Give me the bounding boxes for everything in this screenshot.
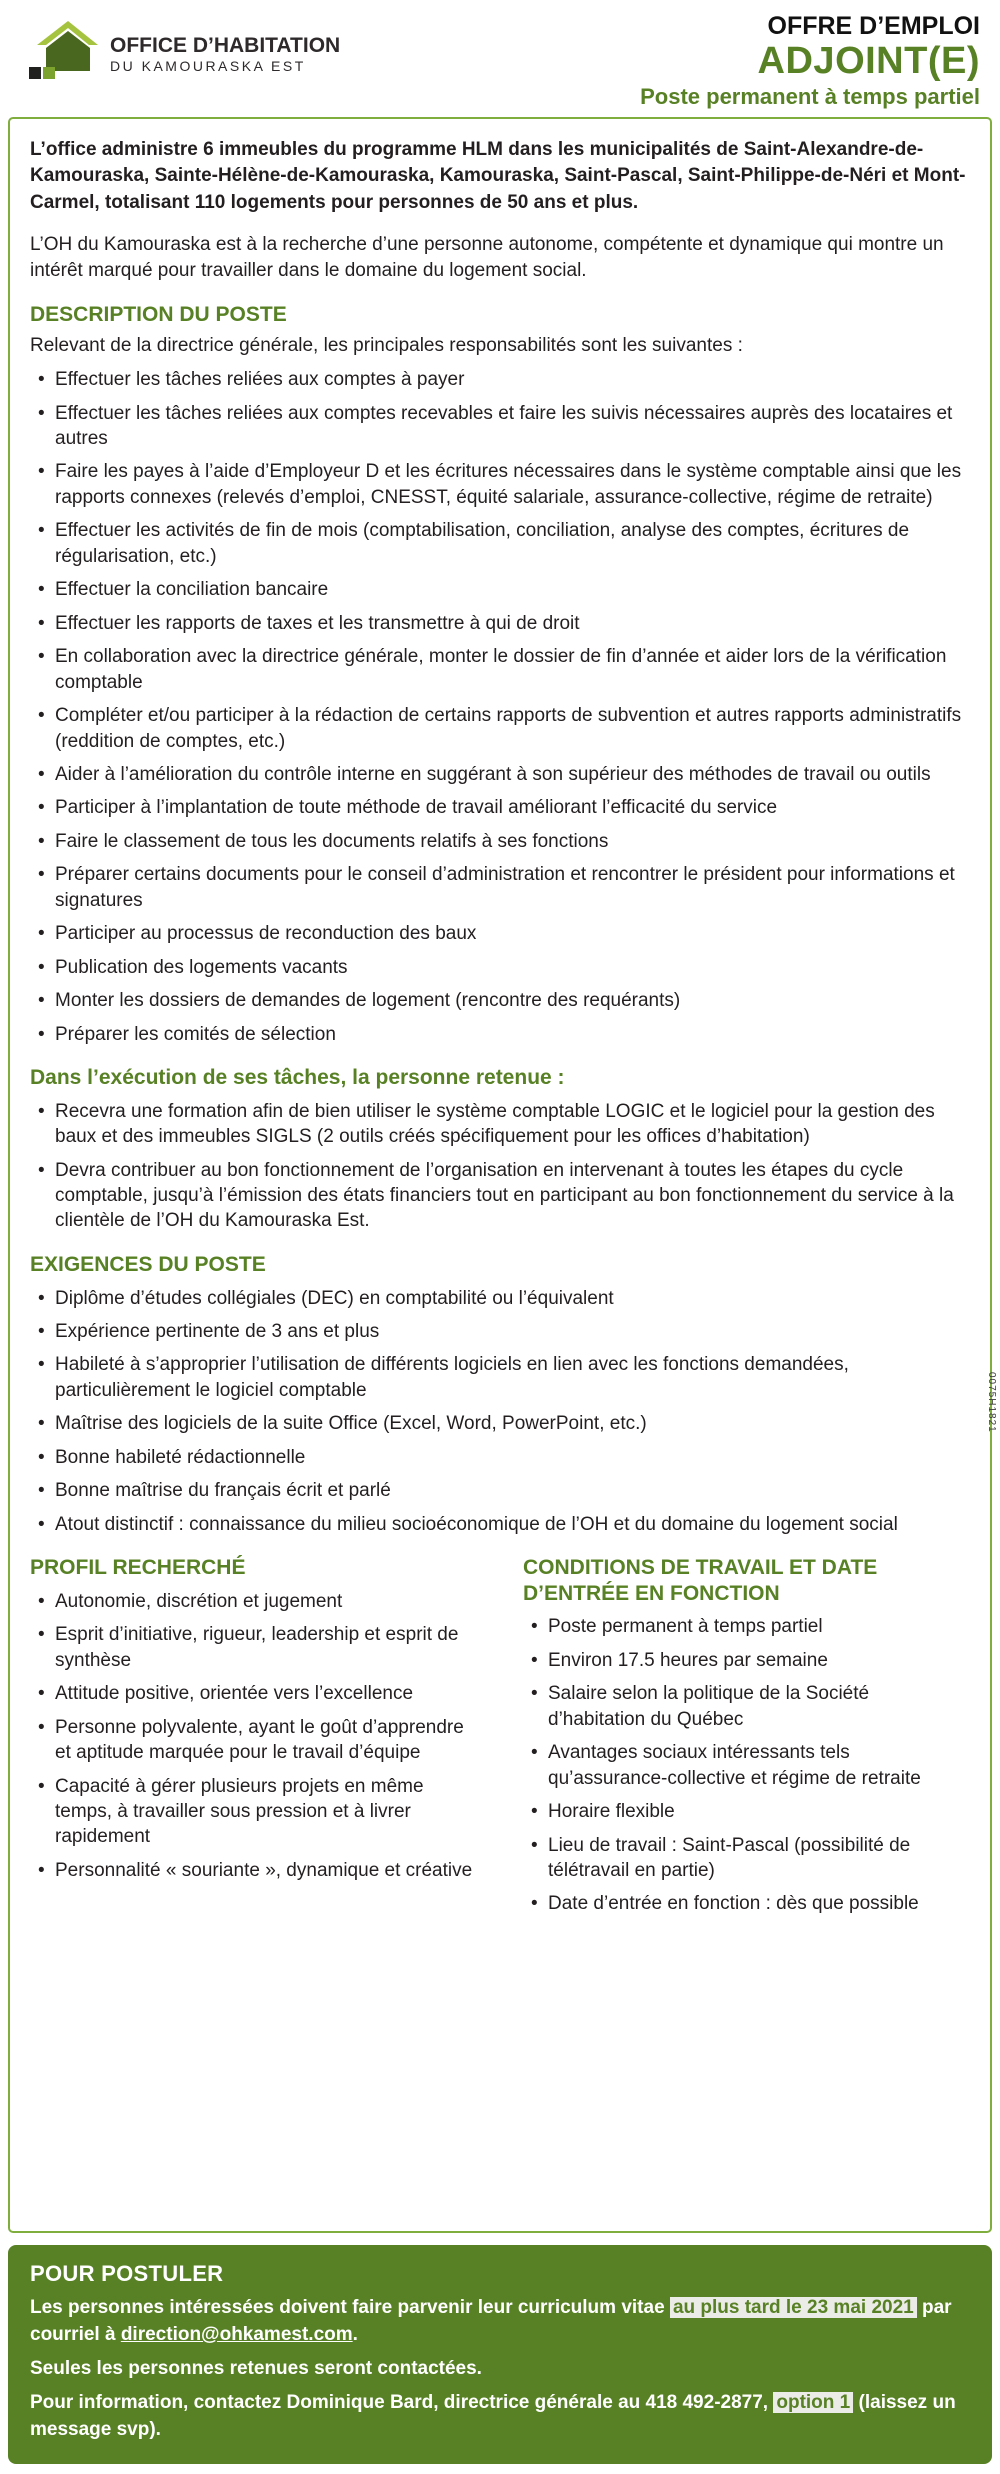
list-item: • Préparer les comités de sélection <box>30 1022 970 1047</box>
selection-note: Seules les personnes retenues seront contactées. <box>30 2358 482 2380</box>
list-item: • Environ 17.5 heures par semaine <box>523 1648 970 1673</box>
list-item: • Attitude positive, orientée vers l’excellence <box>30 1681 477 1706</box>
section-description-lead: Relevant de la directrice générale, les principales responsabilités sont les suivantes : <box>30 334 743 356</box>
list-item: • Effectuer les rapports de taxes et les transmettre à qui de droit <box>30 611 970 636</box>
apply-instructions <box>30 2295 970 2349</box>
list-item: • Effectuer les tâches reliées aux comptes à payer <box>30 367 970 392</box>
list-item: • Recevra une formation afin de bien utiliser le système comptable LOGIC et le logiciel pour la gestion des baux et des immeubles SIGLS (2 outils créés spécifiquement pour les offices d’habitation) <box>30 1099 970 1150</box>
side-code: 0075H1821 <box>986 1372 997 1433</box>
conditions-column <box>523 1555 970 1917</box>
apply-text-end: . <box>352 2324 358 2346</box>
list-item: • Habileté à s’approprier l’utilisation de différents logiciels en lien avec les fonctions demandées, particulièrement le logiciel comptable <box>30 1352 970 1403</box>
list-item: • Bonne habileté rédactionnelle <box>30 1445 970 1470</box>
section-profil-heading: PROFIL RECHERCHÉ <box>30 1556 246 1580</box>
footer-heading: POUR POSTULER <box>30 2261 224 2287</box>
option-highlight: option 1 <box>773 2392 853 2413</box>
list-item: • Préparer certains documents pour le conseil d’administration et rencontrer le président pour informations et signatures <box>30 862 970 913</box>
deadline-highlight: au plus tard le 23 mai 2021 <box>670 2297 917 2318</box>
description-list <box>30 367 970 1047</box>
list-item: • Diplôme d’études collégiales (DEC) en comptabilité ou l’équivalent <box>30 1286 970 1311</box>
list-item: • Faire le classement de tous les documents relatifs à ses fonctions <box>30 829 970 854</box>
offer-label: OFFRE D’EMPLOI <box>767 12 980 40</box>
org-name-line2: DU KAMOURASKA EST <box>110 57 306 74</box>
section-conditions-heading: CONDITIONS DE TRAVAIL ET DATE D’ENTRÉE EN FONCTION <box>523 1556 878 1605</box>
list-item: • Participer au processus de reconduction des baux <box>30 921 970 946</box>
list-item: • Maîtrise des logiciels de la suite Office (Excel, Word, PowerPoint, etc.) <box>30 1411 970 1436</box>
list-item: • Devra contribuer au bon fonctionnement de l’organisation en intervenant à toutes les étapes du cycle comptable, jusqu’à l’émission des états financiers tout en participant au bon fonctionnement du service à la clientèle de l’OH du Kamouraska Est. <box>30 1158 970 1234</box>
apply-footer <box>8 2245 992 2464</box>
list-item: • Esprit d’initiative, rigueur, leadership et esprit de synthèse <box>30 1622 477 1673</box>
list-item: • Participer à l’implantation de toute méthode de travail améliorant l’efficacité du service <box>30 795 970 820</box>
list-item: • Avantages sociaux intéressants tels qu’assurance-collective et régime de retraite <box>523 1740 970 1791</box>
section-execution-heading: Dans l’exécution de ses tâches, la personne retenue : <box>30 1066 565 1090</box>
list-item: • Faire les payes à l’aide d’Employeur D et les écritures nécessaires dans le système comptable ainsi que les rapports connexes (relevés d’emploi, CNESST, équité salariale, assurance-collective, régime de retraite) <box>30 459 970 510</box>
intro-paragraph: L’OH du Kamouraska est à la recherche d’une personne autonome, compétente et dynamique qui montre un intérêt marqué pour travailler dans le domaine du logement social. <box>30 233 944 282</box>
list-item: • Lieu de travail : Saint-Pascal (possibilité de télétravail en partie) <box>523 1833 970 1884</box>
email-link[interactable]: direction@ohkamest.com <box>120 2324 353 2346</box>
job-title: ADJOINT(E) <box>757 40 980 82</box>
section-description-heading: DESCRIPTION DU POSTE <box>30 303 287 327</box>
list-item: • Date d’entrée en fonction : dès que possible <box>523 1891 970 1916</box>
org-name-line1: OFFICE D’HABITATION <box>110 33 341 57</box>
list-item: • Poste permanent à temps partiel <box>523 1614 970 1639</box>
list-item: • Salaire selon la politique de la Société d’habitation du Québec <box>523 1681 970 1732</box>
apply-text-pre: Les personnes intéressées doivent faire parvenir leur curriculum vitae <box>30 2297 670 2319</box>
job-header <box>640 12 980 109</box>
list-item: • Publication des logements vacants <box>30 955 970 980</box>
list-item: • Aider à l’amélioration du contrôle interne en suggérant à son supérieur des méthodes de travail ou outils <box>30 762 970 787</box>
profil-list <box>30 1589 477 1884</box>
section-exigences-heading: EXIGENCES DU POSTE <box>30 1252 266 1276</box>
profil-column <box>30 1555 477 1917</box>
org-name <box>110 33 340 75</box>
conditions-list <box>523 1614 970 1917</box>
contact-text-end: (laissez un message svp). <box>30 2392 956 2441</box>
list-item: • Bonne maîtrise du français écrit et parlé <box>30 1478 970 1503</box>
list-item: • Horaire flexible <box>523 1799 970 1824</box>
list-item: • Personne polyvalente, ayant le goût d’apprendre et aptitude marquée pour le travail d’équipe <box>30 1715 477 1766</box>
list-item: • En collaboration avec la directrice générale, monter le dossier de fin d’année et aider lors de la vérification comptable <box>30 644 970 695</box>
header <box>8 8 992 117</box>
list-item: • Compléter et/ou participer à la rédaction de certains rapports de subvention et autres rapports administratifs (reddition de comptes, etc.) <box>30 703 970 754</box>
list-item: • Expérience pertinente de 3 ans et plus <box>30 1319 970 1344</box>
contact-info <box>30 2390 970 2444</box>
list-item: • Effectuer la conciliation bancaire <box>30 577 970 602</box>
two-column-section <box>30 1555 970 1917</box>
contact-text-pre: Pour information, contactez Dominique Bard, directrice générale au 418 492-2877, <box>30 2392 774 2414</box>
exigences-list <box>30 1286 970 1538</box>
list-item: • Effectuer les activités de fin de mois (comptabilisation, conciliation, analyse des comptes, écritures de régularisation, etc.) <box>30 518 970 569</box>
list-item: • Monter les dossiers de demandes de logement (rencontre des requérants) <box>30 988 970 1013</box>
house-logo-icon <box>26 20 98 87</box>
content-box <box>8 117 992 2233</box>
list-item: • Effectuer les tâches reliées aux comptes recevables et faire les suivis nécessaires auprès des locataires et autres <box>30 401 970 452</box>
org-logo <box>26 20 340 87</box>
intro-paragraph-bold: L’office administre 6 immeubles du programme HLM dans les municipalités de Saint-Alexandre-de-Kamouraska, Sainte-Hélène-de-Kamouraska, Kamouraska, Saint-Pascal, Saint-Philippe-de-Néri et Mont-Carmel, totalisant 110 logements pour personnes de 50 ans et plus. <box>30 139 966 213</box>
job-subtitle: Poste permanent à temps partiel <box>640 83 980 109</box>
apply-text-mid: par courriel à <box>30 2297 952 2346</box>
list-item: • Autonomie, discrétion et jugement <box>30 1589 477 1614</box>
list-item: • Personnalité « souriante », dynamique et créative <box>30 1858 477 1883</box>
list-item: • Capacité à gérer plusieurs projets en même temps, à travailler sous pression et à livrer rapidement <box>30 1774 477 1850</box>
execution-list <box>30 1099 970 1234</box>
list-item: • Atout distinctif : connaissance du milieu socioéconomique de l’OH et du domaine du logement social <box>30 1512 970 1537</box>
